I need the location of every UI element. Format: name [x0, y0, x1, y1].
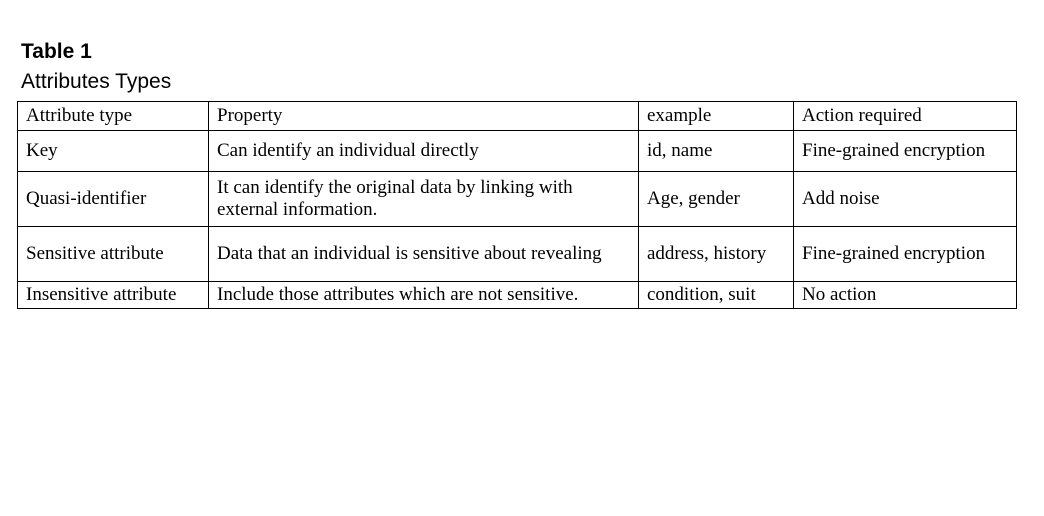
table-caption-title: Attributes Types — [21, 70, 172, 93]
table-cell: address, history — [639, 227, 794, 282]
table-cell: Quasi-identifier — [18, 172, 209, 227]
table-cell: It can identify the original data by linking with external information. — [209, 172, 639, 227]
table-cell: Add noise — [794, 172, 1017, 227]
table-cell: Include those attributes which are not sensitive. — [209, 282, 639, 309]
table-cell: Can identify an individual directly — [209, 131, 639, 172]
table-row — [18, 227, 1017, 282]
header-cell-example: example — [639, 102, 794, 131]
table-row — [18, 172, 1017, 227]
header-cell-action-required: Action required — [794, 102, 1017, 131]
header-cell-attribute-type: Attribute type — [18, 102, 209, 131]
table-cell: Fine-grained encryption — [794, 131, 1017, 172]
table-row — [18, 131, 1017, 172]
table-caption-number: Table 1 — [21, 40, 92, 63]
attributes-table — [17, 101, 1017, 309]
table-cell: Data that an individual is sensitive about revealing — [209, 227, 639, 282]
table-row — [18, 282, 1017, 309]
table-cell: id, name — [639, 131, 794, 172]
table-cell: condition, suit — [639, 282, 794, 309]
table-cell: No action — [794, 282, 1017, 309]
table-cell: Age, gender — [639, 172, 794, 227]
table-cell: Fine-grained encryption — [794, 227, 1017, 282]
table-cell: Key — [18, 131, 209, 172]
table-cell: Insensitive attribute — [18, 282, 209, 309]
header-cell-property: Property — [209, 102, 639, 131]
table-header-row — [18, 102, 1017, 131]
table-cell: Sensitive attribute — [18, 227, 209, 282]
